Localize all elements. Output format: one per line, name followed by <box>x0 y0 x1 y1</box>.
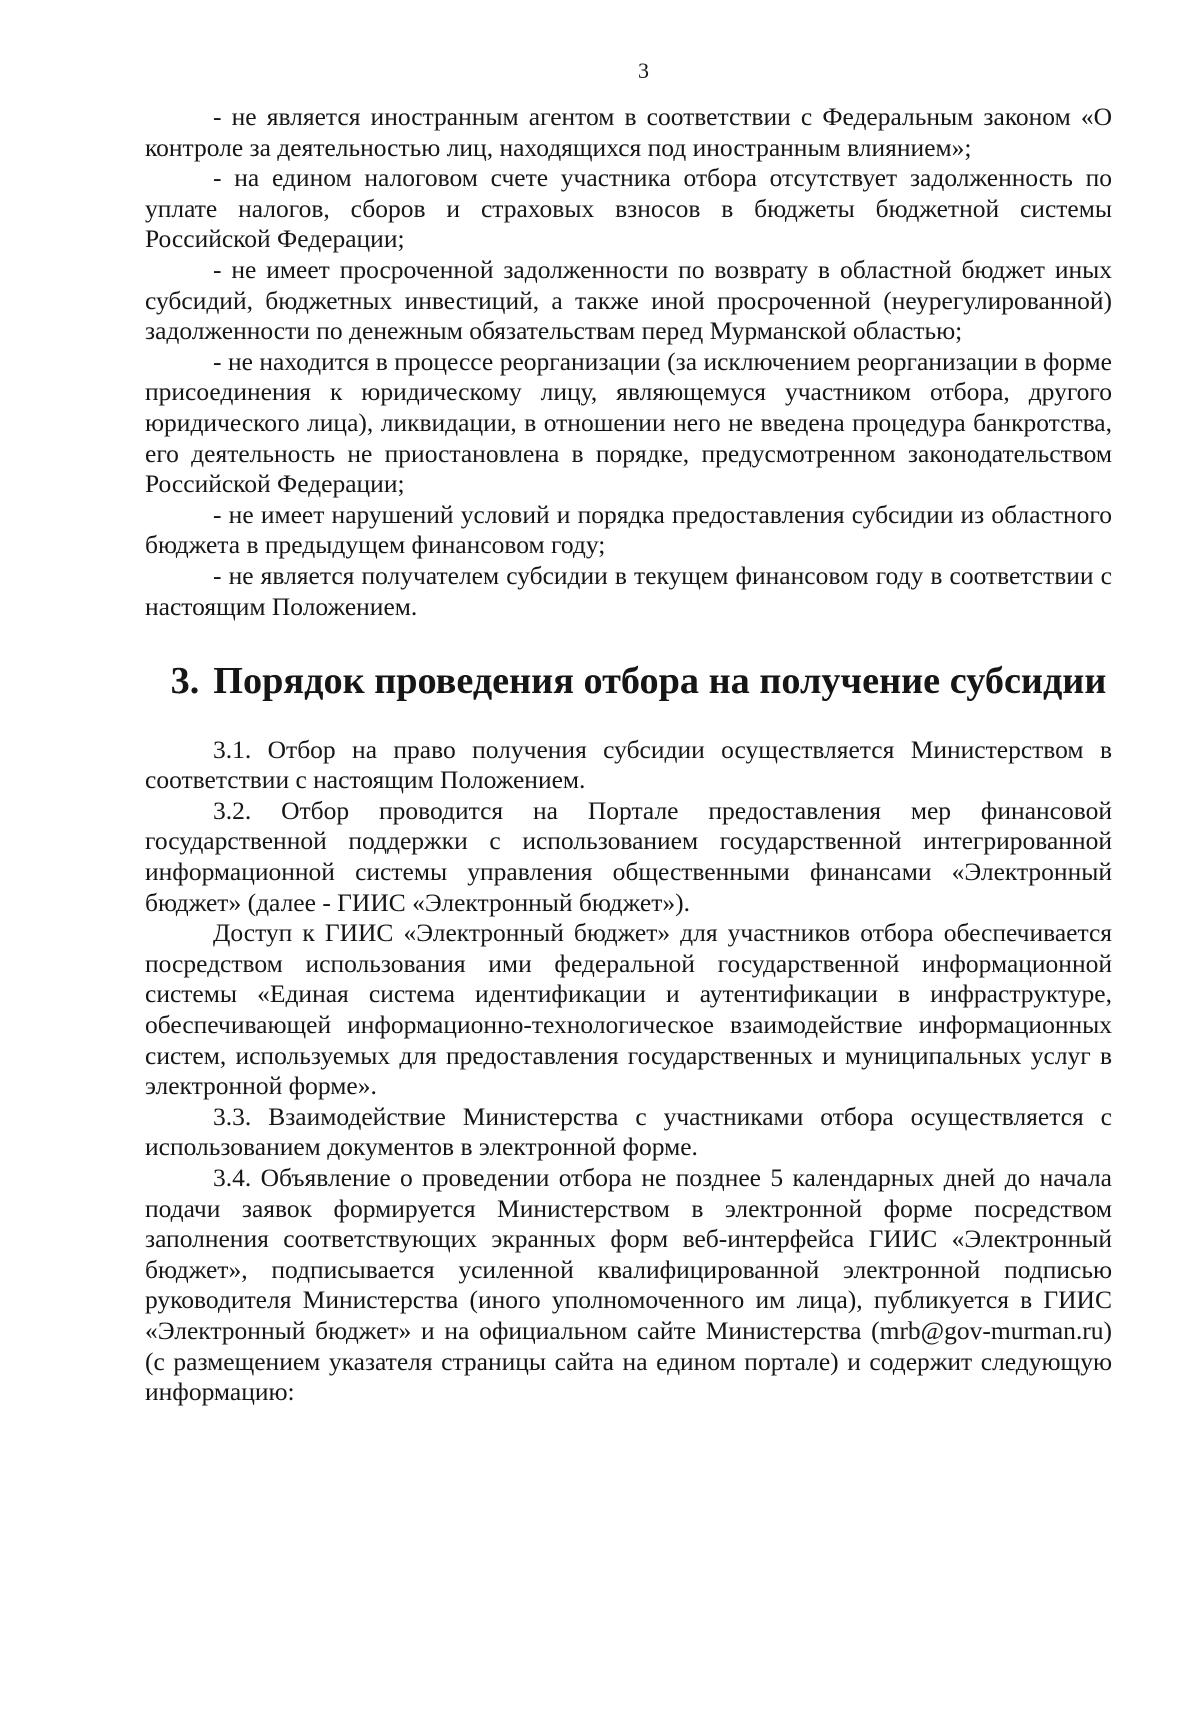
list-item: - на едином налоговом счете участника отбора отсутствует задолженность по уплате налогов, сборов и страховых взносов в бюджеты бюджетной системы Российской Федерации; <box>145 163 1112 254</box>
paragraph-3-1: 3.1. Отбор на право получения субсидии осуществляется Министерством в соответствии с настоящим Положением. <box>145 734 1112 795</box>
section-title: Порядок проведения отбора на получение субсидии <box>213 660 1107 703</box>
list-item: - не имеет нарушений условий и порядка предоставления субсидии из областного бюджета в предыдущем финансовом году; <box>145 499 1112 560</box>
paragraph-3-4: 3.4. Объявление о проведении отбора не позднее 5 календарных дней до начала подачи заявок формируется Министерством в электронной форме посредством заполнения соответствующих экранных форм веб-интерфейса ГИИС «Электронный бюджет», подписывается усиленной квалифицированной электронной подписью руководителя Министерства (иного уполномоченного им лица), публикуется в ГИИС «Электронный бюджет» и на официальном сайте Министерства (mrb@gov-murman.ru) (с размещением указателя страницы сайта на едином портале) и содержит следующую информацию: <box>145 1163 1112 1407</box>
section-heading <box>145 660 1112 703</box>
section-body <box>145 735 1112 1408</box>
list-item: - не является иностранным агентом в соответствии с Федеральным законом «О контроле за деятельностью лиц, находящихся под иностранным влиянием»; <box>145 102 1112 162</box>
requirements-list <box>145 102 1112 622</box>
paragraph-3-3: 3.3. Взаимодействие Министерства с участниками отбора осуществляется с использованием документов в электронной форме. <box>145 1101 1112 1162</box>
list-item: - не находится в процессе реорганизации (за исключением реорганизации в форме присоединения к юридическому лицу, являющемуся участником отбора, другого юридического лица), ликвидации, в отношении него не введена процедура банкротства, его деятельность не приостановлена в порядке, предусмотренном законодательством Российской Федерации; <box>145 346 1112 499</box>
list-item: - не является получателем субсидии в текущем финансовом году в соответствии с настоящим Положением. <box>145 560 1112 621</box>
paragraph-access: Доступ к ГИИС «Электронный бюджет» для участников отбора обеспечивается посредством использования ими федеральной государственной информационной системы «Единая система идентификации и аутентификации в инфраструктуре, обеспечивающей информационно-технологическое взаимодействие информационных систем, используемых для предоставления государственных и муниципальных услуг в электронной форме». <box>145 918 1112 1101</box>
page-number: 3 <box>638 58 649 83</box>
list-item: - не имеет просроченной задолженности по возврату в областной бюджет иных субсидий, бюджетных инвестиций, а также иной просроченной (неурегулированной) задолженности по денежным обязательствам перед Мурманской областью; <box>145 254 1112 346</box>
section-number: 3. <box>170 660 200 703</box>
paragraph-3-2: 3.2. Отбор проводится на Портале предоставления мер финансовой государственной поддержки с использованием государственной интегрированной информационной системы управления общественными финансами «Электронный бюджет» (далее - ГИИС «Электронный бюджет»). <box>145 795 1112 917</box>
